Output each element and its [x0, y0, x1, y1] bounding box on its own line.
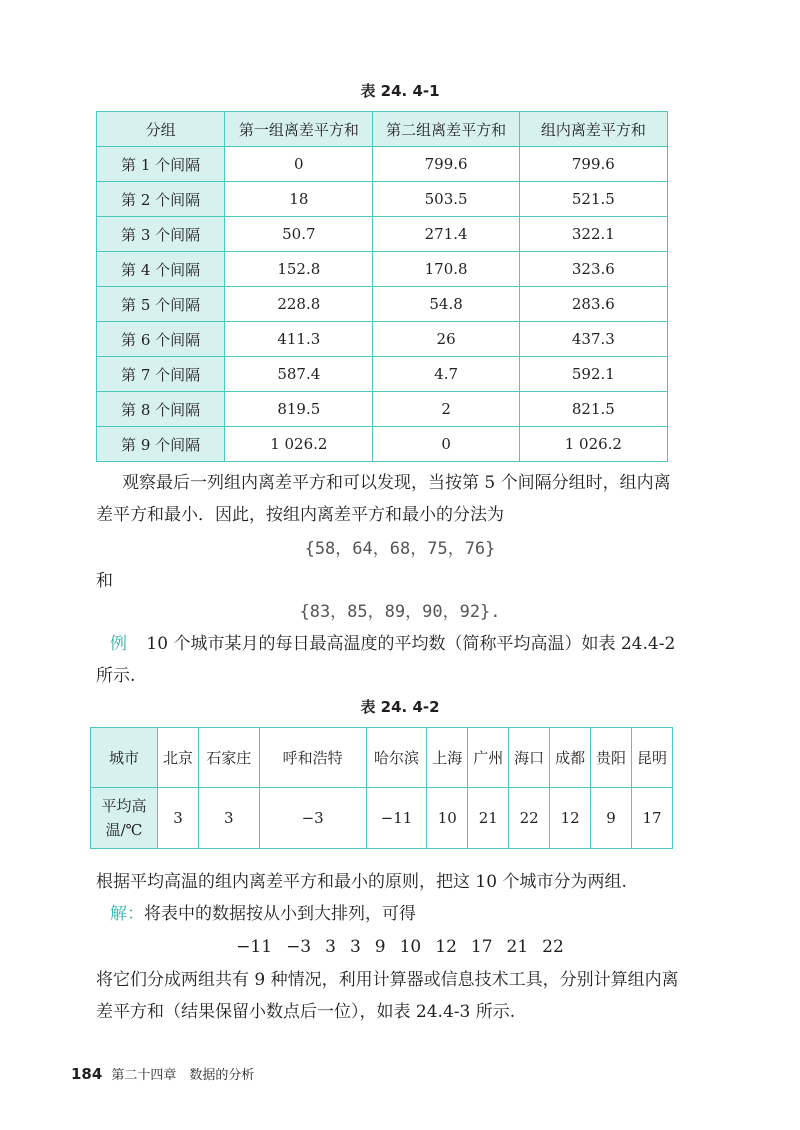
page-number: 184	[71, 1065, 103, 1083]
table-cell: 821.5	[519, 392, 667, 427]
city-cell: 北京	[158, 728, 199, 788]
paragraph-line: 观察最后一列组内离差平方和可以发现，当按第 5 个间隔分组时，组内离	[122, 473, 671, 493]
city-cell: 昆明	[632, 728, 673, 788]
temperature-cell: 10	[427, 788, 468, 849]
table-cell: 0	[225, 147, 373, 182]
table-cell: 18	[225, 182, 373, 217]
row-label: 第 4 个间隔	[97, 252, 225, 287]
paragraph-line: 将它们分成两组共有 9 种情况，利用计算器或信息技术工具，分别计算组内离	[96, 970, 679, 990]
row-label: 第 5 个间隔	[97, 287, 225, 322]
table-cell: 1 026.2	[519, 427, 667, 462]
table-row	[91, 788, 673, 849]
page-footer	[71, 1064, 254, 1083]
table-cell: 271.4	[373, 217, 519, 252]
table-row	[97, 392, 668, 427]
column-header: 第二组离差平方和	[373, 112, 519, 147]
table-cell: 50.7	[225, 217, 373, 252]
sequence-value: 3	[325, 937, 336, 957]
table-cell: 4.7	[373, 357, 519, 392]
sequence-value: 9	[374, 937, 386, 957]
example-line	[110, 628, 675, 660]
table-cell: 411.3	[225, 322, 373, 357]
row-label: 城市	[91, 728, 158, 788]
set-formula: {58，64，68，75，76}	[304, 539, 496, 559]
temperature-cell: −3	[259, 788, 366, 849]
table-cell: 592.1	[519, 357, 667, 392]
column-header: 第一组离差平方和	[225, 112, 373, 147]
temperature-cell: 17	[632, 788, 673, 849]
table-cell: 437.3	[519, 322, 667, 357]
city-cell: 上海	[427, 728, 468, 788]
solution-line	[110, 898, 416, 930]
table-cell: 799.6	[519, 147, 667, 182]
column-header: 组内离差平方和	[519, 112, 667, 147]
row-label: 第 3 个间隔	[97, 217, 225, 252]
table-row	[97, 182, 668, 217]
temperature-cell: 12	[550, 788, 591, 849]
row-label: 第 2 个间隔	[97, 182, 225, 217]
sequence-value: 3	[349, 937, 361, 957]
table-24-4-1	[96, 111, 668, 462]
paragraph-line: 差平方和最小．因此，按组内离差平方和最小的分法为	[96, 505, 504, 525]
city-cell: 贵阳	[591, 728, 632, 788]
row-label: 第 6 个间隔	[97, 322, 225, 357]
sequence-value: 10	[399, 937, 422, 957]
city-cell: 海口	[509, 728, 550, 788]
sequence-value: 17	[470, 937, 493, 957]
table-row	[91, 728, 673, 788]
temperature-cell: 9	[591, 788, 632, 849]
example-line: 所示.	[96, 666, 136, 686]
row-label: 第 9 个间隔	[97, 427, 225, 462]
column-header: 分组	[97, 112, 225, 147]
sorted-sequence	[0, 931, 800, 963]
and-word: 和	[96, 571, 113, 591]
table1-caption: 表 24. 4-1	[360, 82, 440, 100]
table-cell: 0	[373, 427, 519, 462]
temperature-cell: 22	[509, 788, 550, 849]
sequence-value: 12	[435, 937, 457, 957]
table-row	[97, 357, 668, 392]
table-cell: 521.5	[519, 182, 667, 217]
table-cell: 587.4	[225, 357, 373, 392]
temperature-cell: 3	[158, 788, 199, 849]
table-cell: 799.6	[373, 147, 519, 182]
city-cell: 广州	[468, 728, 509, 788]
table-cell: 819.5	[225, 392, 373, 427]
table-24-4-2	[90, 727, 673, 849]
table-row	[97, 147, 668, 182]
table-header-row	[97, 112, 668, 147]
table-cell: 1 026.2	[225, 427, 373, 462]
sequence-value: 21	[506, 937, 529, 957]
table-row	[97, 427, 668, 462]
row-label: 第 7 个间隔	[97, 357, 225, 392]
table-cell: 2	[373, 392, 519, 427]
table-cell: 152.8	[225, 252, 373, 287]
example-label: 例	[110, 634, 127, 654]
table-cell: 54.8	[373, 287, 519, 322]
city-cell: 哈尔滨	[366, 728, 427, 788]
table-row	[97, 217, 668, 252]
row-label: 第 1 个间隔	[97, 147, 225, 182]
city-cell: 石家庄	[198, 728, 259, 788]
row-label: 平均高温/℃	[91, 788, 158, 849]
set-formula: {83，85，89，90，92}.	[299, 602, 501, 622]
city-cell: 呼和浩特	[259, 728, 366, 788]
temperature-cell: 3	[198, 788, 259, 849]
solution-text: 将表中的数据按从小到大排列，可得	[144, 904, 416, 924]
table-cell: 503.5	[373, 182, 519, 217]
solution-label: 解：	[110, 904, 144, 924]
table-cell: 323.6	[519, 252, 667, 287]
table-cell: 283.6	[519, 287, 667, 322]
table-cell: 228.8	[225, 287, 373, 322]
temperature-cell: −11	[366, 788, 427, 849]
sequence-value: −11	[236, 937, 273, 957]
paragraph-line: 差平方和（结果保留小数点后一位），如表 24.4-3 所示.	[96, 1002, 516, 1022]
sequence-value: 22	[542, 937, 564, 957]
paragraph-line: 根据平均高温的组内离差平方和最小的原则，把这 10 个城市分为两组.	[96, 872, 627, 892]
example-text: 10 个城市某月的每日最高温度的平均数（简称平均高温）如表 24.4-2	[146, 634, 676, 654]
sequence-value: −3	[286, 937, 312, 957]
table-cell: 26	[373, 322, 519, 357]
table2-caption: 表 24. 4-2	[360, 698, 440, 716]
table-cell: 170.8	[373, 252, 519, 287]
temperature-cell: 21	[468, 788, 509, 849]
table-cell: 322.1	[519, 217, 667, 252]
chapter-title: 第二十四章 数据的分析	[111, 1068, 255, 1083]
city-cell: 成都	[550, 728, 591, 788]
row-label: 第 8 个间隔	[97, 392, 225, 427]
table-row	[97, 287, 668, 322]
table-row	[97, 252, 668, 287]
table-row	[97, 322, 668, 357]
